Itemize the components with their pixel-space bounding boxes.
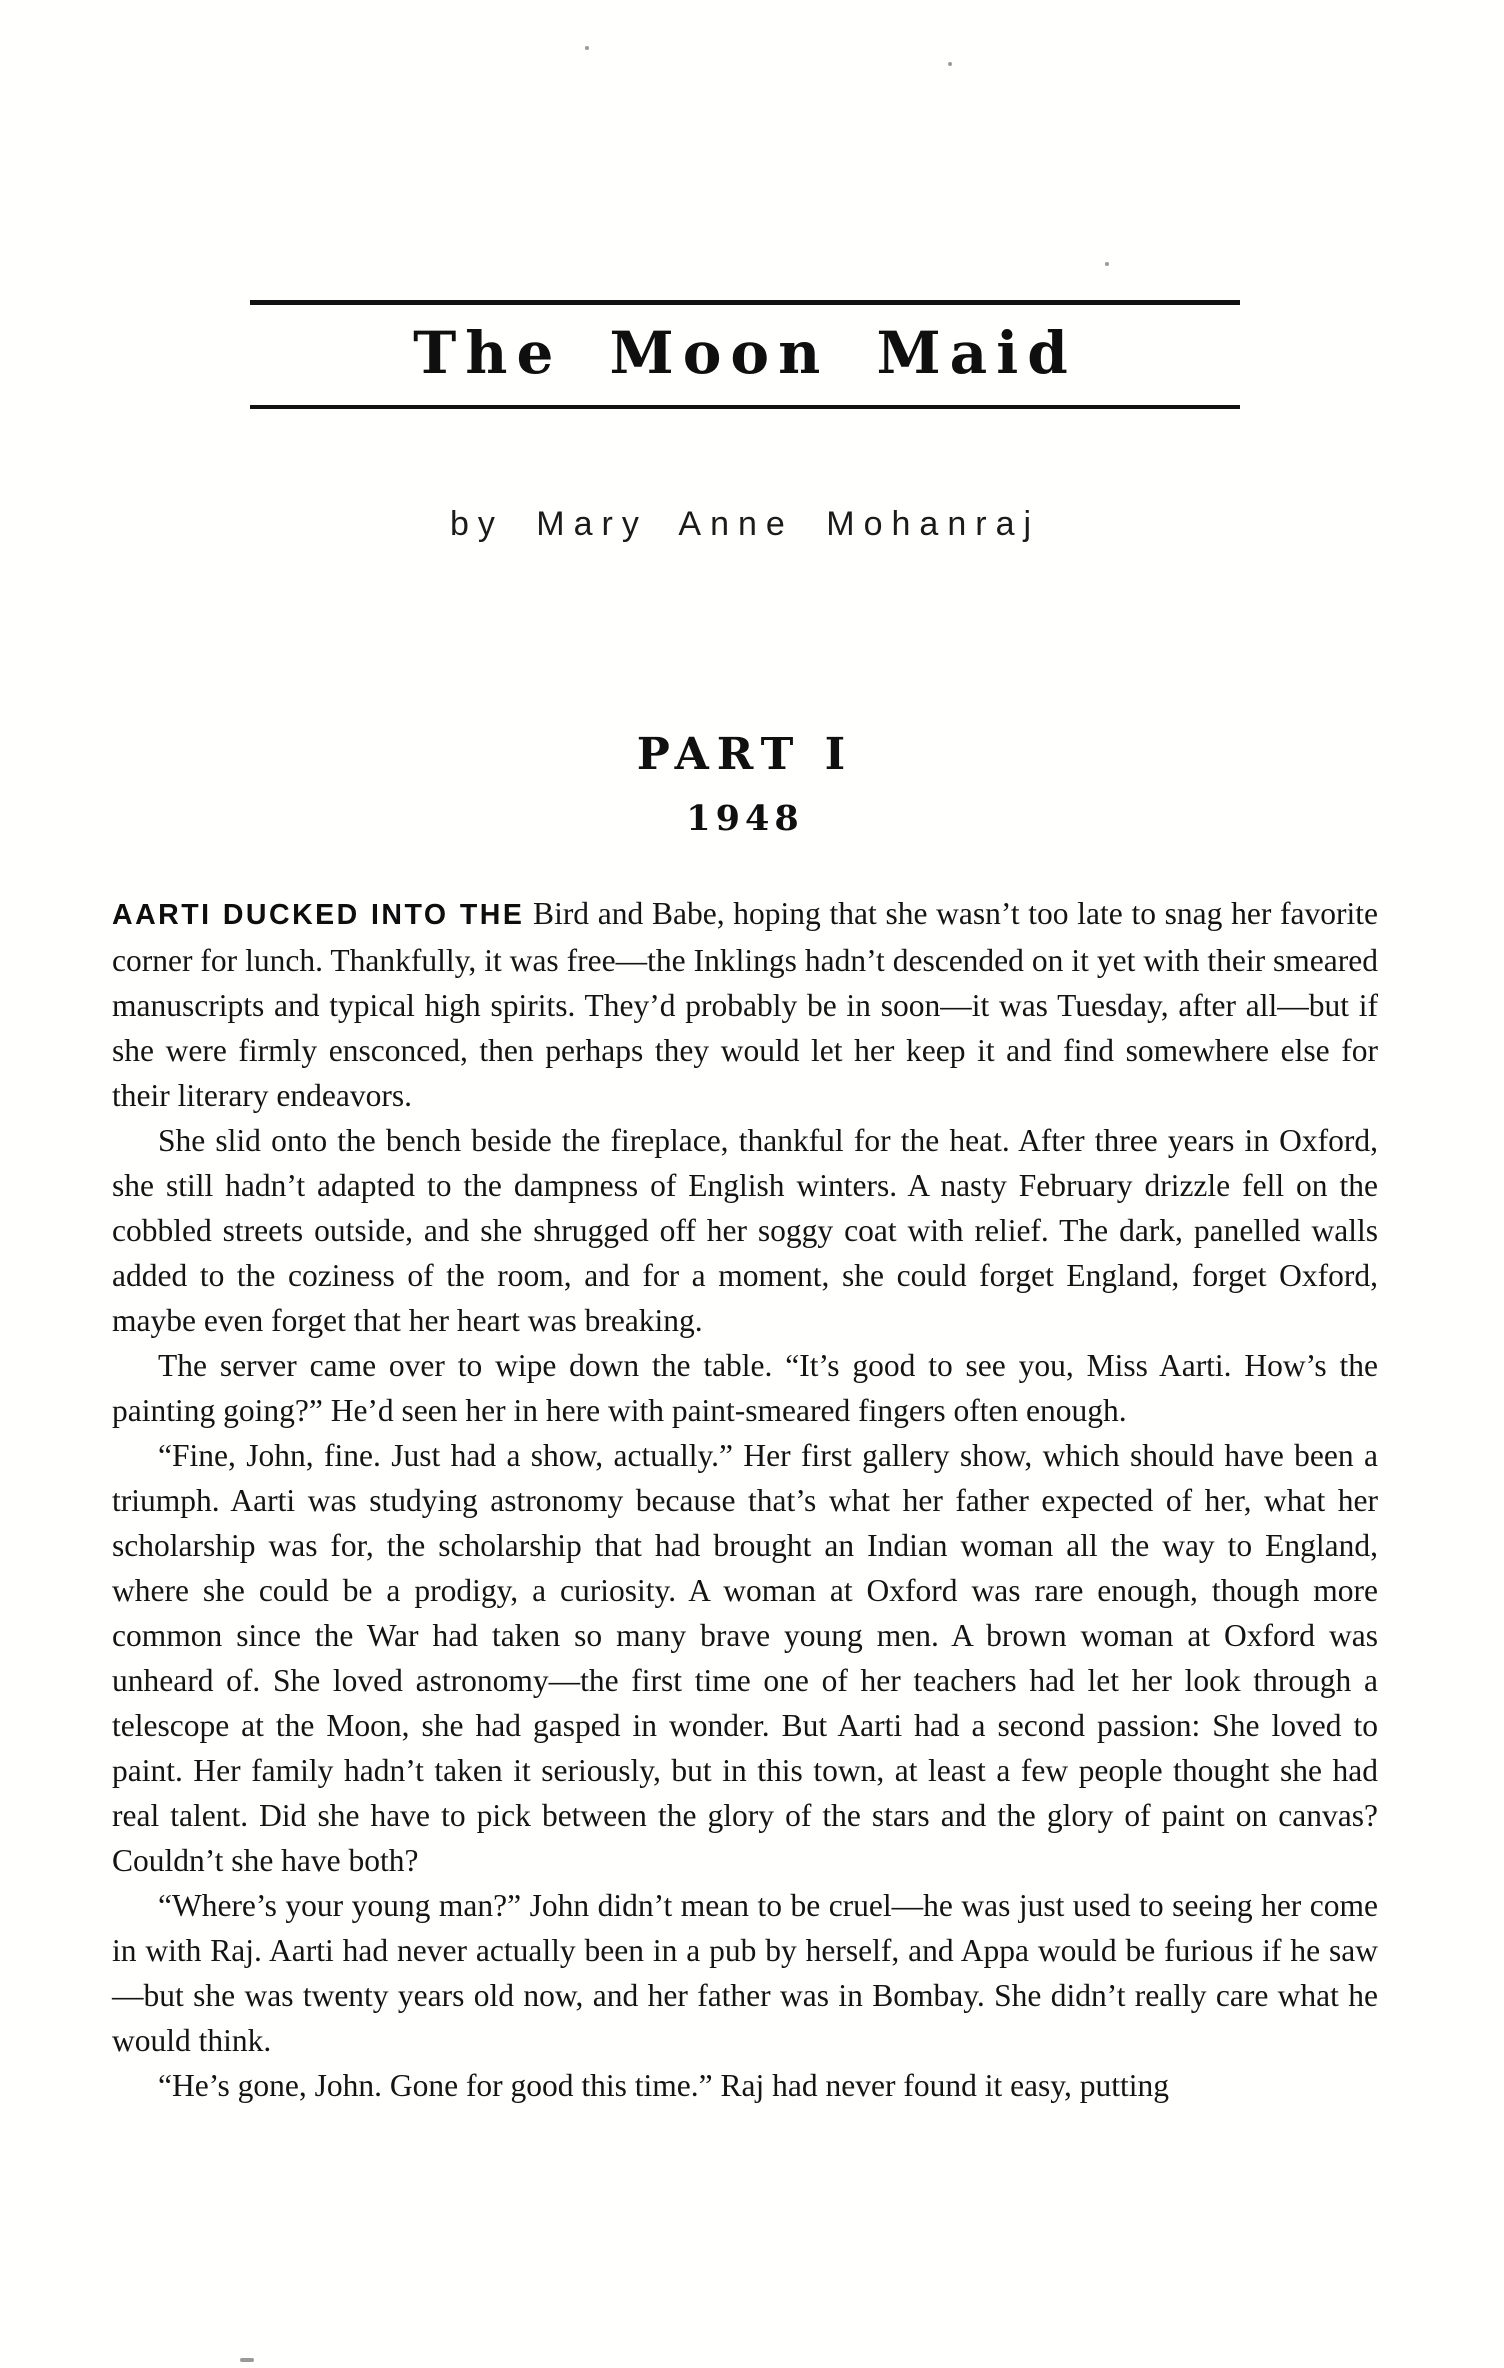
paragraph: “He’s gone, John. Gone for good this time.” Raj had never found it easy, putting <box>158 2068 1169 2103</box>
story-title: The Moon Maid <box>413 319 1077 387</box>
scan-speck <box>1105 262 1109 266</box>
part-heading: PART I <box>636 729 854 780</box>
story-body <box>112 891 1378 2108</box>
scan-speck <box>240 2358 254 2362</box>
byline: by Mary Anne Mohanraj <box>449 505 1041 543</box>
opening-phrase: AARTI DUCKED INTO THE <box>112 899 525 931</box>
page-content <box>112 0 1378 2108</box>
paragraph-text: Bird and Babe, hoping that she wasn’t too late to snag her favorite corner for lunch. Thankfully, it was free—the Inklings hadn’t descended on it yet with their smeared manuscripts and typical high spirits. They’d probably be in soon—it was Tuesday, after all—but if she were firmly ensconced, then perhaps they would let her keep it and find somewhere else for their literary endeavors. <box>112 896 1379 1113</box>
paragraph: “Where’s your young man?” John didn’t mean to be cruel—he was just used to seeing her come in with Raj. Aarti had never actually been in a pub by herself, and Appa would be furious if he saw—but she was twenty years old now, and her father was in Bombay. She didn’t really care what he would think. <box>112 1888 1378 2058</box>
scan-speck <box>585 46 589 50</box>
paragraph-opening <box>112 891 1378 1118</box>
scan-speck <box>948 62 952 66</box>
paragraph: She slid onto the bench beside the fireplace, thankful for the heat. After three years in Oxford, she still hadn’t adapted to the dampness of English winters. A nasty February drizzle fell on the cobbled streets outside, and she shrugged off her soggy coat with relief. The dark, panelled walls added to the coziness of the room, and for a moment, she could forget England, forget Oxford, maybe even forget that her heart was breaking. <box>112 1123 1378 1338</box>
paragraph: The server came over to wipe down the table. “It’s good to see you, Miss Aarti. How’s the painting going?” He’d seen her in here with paint-smeared fingers often enough. <box>112 1348 1378 1428</box>
title-rule-bottom <box>250 405 1240 409</box>
year-heading: 1948 <box>686 798 804 839</box>
paragraph: “Fine, John, fine. Just had a show, actually.” Her first gallery show, which should have been a triumph. Aarti was studying astronomy because that’s what her father expected of her, what her scholarship was for, the scholarship that had brought an Indian woman all the way to England, where she could be a prodigy, a curiosity. A woman at Oxford was rare enough, though more common since the War had taken so many brave young men. A brown woman at Oxford was unheard of. She loved astronomy—the first time one of her teachers had let her look through a telescope at the Moon, she had gasped in wonder. But Aarti had a second passion: She loved to paint. Her family hadn’t taken it seriously, but in this town, at least a few people thought she had real talent. Did she have to pick between the glory of the stars and the glory of paint on canvas? Couldn’t she have both? <box>112 1438 1378 1878</box>
title-block <box>250 300 1240 409</box>
